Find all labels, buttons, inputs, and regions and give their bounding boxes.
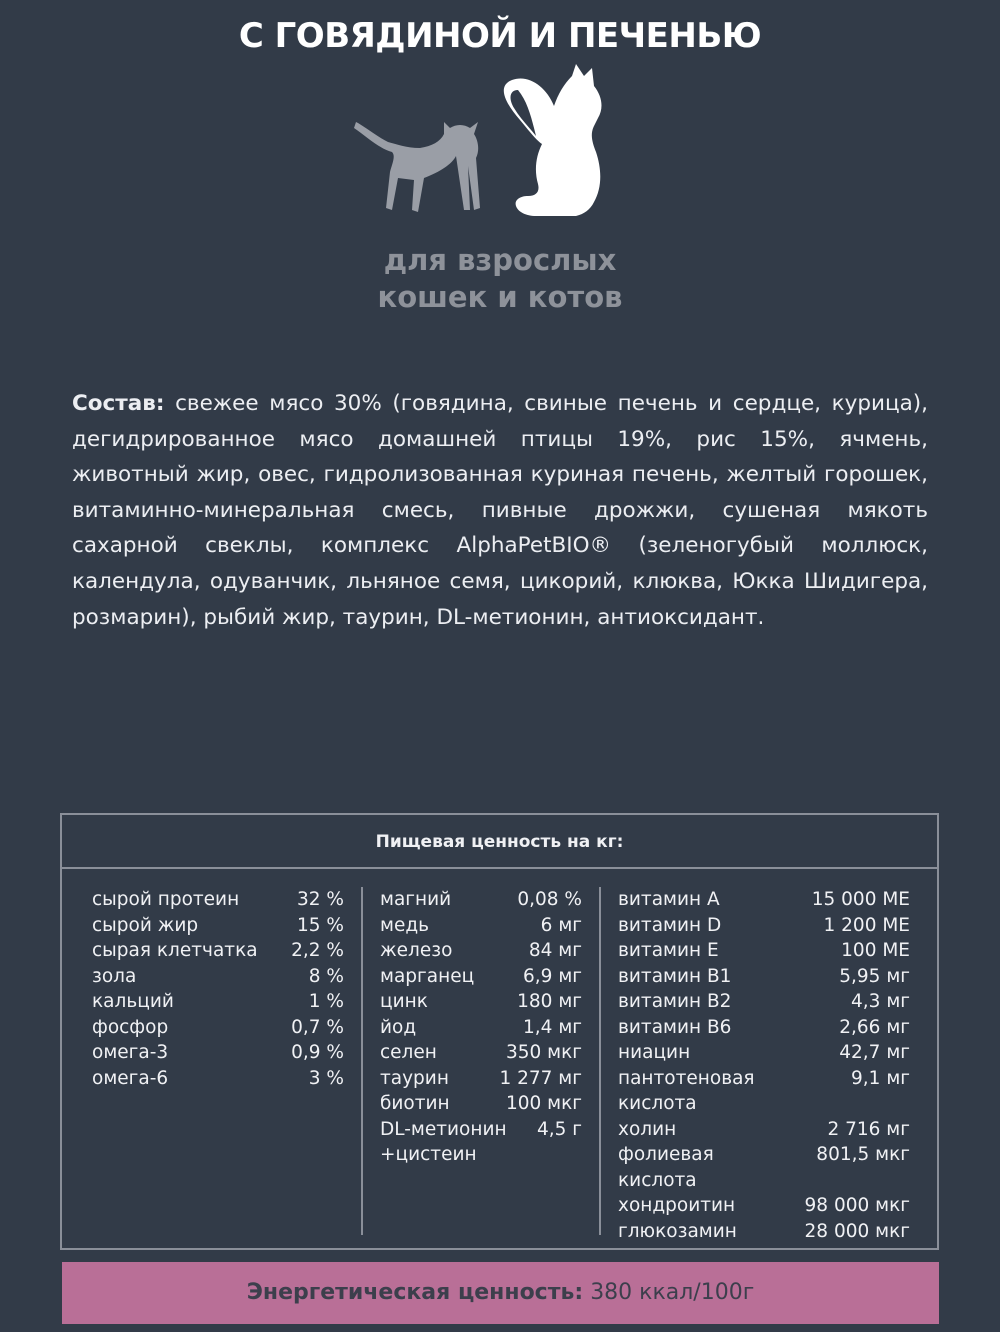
nutrient-name: биотин — [380, 1093, 450, 1114]
nutrient-name: йод — [380, 1016, 417, 1038]
energy-bar — [62, 1262, 939, 1324]
nutrient-value: 6,9 мг — [523, 965, 582, 987]
subtitle-line-1: для взрослых — [383, 243, 617, 277]
nutrient-row — [380, 1091, 582, 1117]
nutrient-row — [618, 1142, 910, 1193]
nutrient-row — [92, 938, 344, 964]
nutrient-row — [92, 1066, 344, 1092]
nutrition-column-1 — [92, 887, 344, 1091]
nutrition-table — [60, 813, 939, 1250]
nutrient-value: 0,9 % — [291, 1042, 344, 1063]
nutrition-title: Пищевая ценность на кг: — [62, 815, 937, 869]
nutrient-name: витамин E — [618, 940, 719, 961]
nutrient-value: 84 мг — [528, 940, 582, 961]
nutrient-row — [380, 938, 582, 964]
nutrient-value: 6 мг — [540, 914, 582, 936]
nutrient-row — [380, 1117, 582, 1168]
nutrient-name: фолиевая кислота — [618, 1144, 714, 1191]
nutrient-name: сырой протеин — [92, 889, 240, 910]
nutrient-name: медь — [380, 914, 430, 936]
nutrient-name: пантотеновая кислота — [618, 1067, 755, 1114]
nutrient-name: витамин B6 — [618, 1016, 732, 1038]
nutrient-value: 0,08 % — [517, 889, 582, 910]
composition-label: Состав: — [72, 391, 165, 416]
nutrient-row — [618, 1066, 910, 1117]
nutrient-value: 8 % — [308, 965, 344, 987]
nutrient-name: сырая клетчатка — [92, 940, 258, 961]
nutrient-row — [92, 1040, 344, 1066]
nutrient-row — [618, 1117, 910, 1143]
nutrient-value: 4,5 г — [536, 1118, 582, 1140]
nutrient-name: DL-метионин +цистеин — [380, 1118, 507, 1165]
nutrient-value: 0,7 % — [291, 1016, 344, 1038]
nutrient-name: омега-3 — [92, 1042, 169, 1063]
nutrient-row — [618, 989, 910, 1015]
nutrient-name: витамин B1 — [618, 965, 732, 987]
target-audience — [0, 242, 1000, 316]
nutrient-value: 15 % — [297, 914, 344, 936]
nutrient-row — [380, 989, 582, 1015]
nutrient-row — [618, 913, 910, 939]
nutrient-name: омега-6 — [92, 1067, 169, 1089]
nutrient-name: глюкозамин — [618, 1220, 737, 1242]
nutrient-row — [618, 964, 910, 990]
nutrient-row — [618, 887, 910, 913]
energy-label: Энергетическая ценность: — [246, 1280, 584, 1305]
cats-illustration — [340, 60, 660, 230]
nutrient-name: хондроитин — [618, 1195, 736, 1216]
nutrient-value: 32 % — [297, 889, 344, 910]
nutrient-value: 2,66 мг — [839, 1016, 910, 1038]
nutrient-value: 5,95 мг — [839, 965, 910, 987]
nutrient-row — [618, 1193, 910, 1219]
nutrient-value: 4,3 мг — [851, 991, 910, 1012]
nutrient-value: 1 % — [308, 991, 344, 1012]
nutrient-name: фосфор — [92, 1016, 169, 1038]
nutrient-name: кальций — [92, 991, 174, 1012]
nutrient-value: 42,7 мг — [839, 1042, 910, 1063]
nutrient-row — [380, 887, 582, 913]
nutrient-row — [92, 964, 344, 990]
nutrient-value: 98 000 мкг — [804, 1195, 910, 1216]
nutrient-name: витамин B2 — [618, 991, 732, 1012]
nutrient-name: сырой жир — [92, 914, 199, 936]
nutrient-value: 3 % — [308, 1067, 344, 1089]
nutrient-value: 15 000 МЕ — [811, 889, 910, 910]
nutrient-value: 28 000 мкг — [804, 1220, 910, 1242]
nutrient-name: магний — [380, 889, 452, 910]
nutrient-value: 9,1 мг — [851, 1067, 910, 1089]
nutrient-name: железо — [380, 940, 453, 961]
nutrition-column-2 — [380, 887, 582, 1168]
subtitle-line-2: кошек и котов — [377, 280, 623, 314]
nutrient-name: цинк — [380, 991, 428, 1012]
nutrient-name: селен — [380, 1042, 437, 1063]
product-title: С ГОВЯДИНОЙ И ПЕЧЕНЬЮ — [238, 16, 762, 56]
nutrient-row — [92, 913, 344, 939]
nutrient-row — [618, 938, 910, 964]
nutrient-value: 100 мкг — [505, 1093, 582, 1114]
nutrient-name: ниацин — [618, 1042, 691, 1063]
nutrient-name: холин — [618, 1118, 677, 1140]
nutrient-row — [380, 1040, 582, 1066]
nutrient-value: 1,4 мг — [523, 1016, 582, 1038]
nutrient-name: марганец — [380, 965, 475, 987]
nutrient-value: 100 МЕ — [841, 940, 910, 961]
nutrient-row — [380, 964, 582, 990]
energy-value: 380 ккал/100г — [590, 1280, 755, 1305]
nutrient-row — [92, 1015, 344, 1041]
nutrient-row — [92, 887, 344, 913]
nutrient-row — [618, 1219, 910, 1245]
nutrient-row — [380, 913, 582, 939]
column-divider — [599, 887, 601, 1235]
nutrient-value: 350 мкг — [505, 1042, 582, 1063]
nutrient-value: 180 мг — [517, 991, 582, 1012]
nutrient-row — [618, 1015, 910, 1041]
nutrient-name: витамин D — [618, 914, 722, 936]
nutrient-name: зола — [92, 965, 137, 987]
nutrient-row — [380, 1066, 582, 1092]
nutrient-value: 2 716 мг — [827, 1118, 910, 1140]
big-cat-icon — [504, 64, 602, 216]
nutrient-value: 1 277 мг — [499, 1067, 582, 1089]
nutrient-row — [92, 989, 344, 1015]
nutrient-row — [618, 1040, 910, 1066]
nutrient-name: витамин A — [618, 889, 720, 910]
composition-paragraph — [72, 386, 928, 635]
column-divider — [361, 887, 363, 1235]
nutrient-row — [380, 1015, 582, 1041]
small-cat-icon — [354, 122, 480, 212]
nutrition-column-3 — [618, 887, 910, 1244]
nutrient-value: 801,5 мкг — [816, 1144, 910, 1165]
nutrient-value: 1 200 МЕ — [823, 914, 910, 936]
nutrient-value: 2,2 % — [291, 940, 344, 961]
nutrient-name: таурин — [380, 1067, 449, 1089]
composition-text: свежее мясо 30% (говядина, свиные печень и сердце, курица), дегидрированное мясо домашней птицы 19%, рис 15%, ячмень, животный жир, овес, гидролизованная куриная печень, желтый горошек, витаминно-минеральная смесь, пивные дрожжи, сушеная мякоть сахарной свеклы, комплекс AlphaPetBIO® (зеленогубый моллюск, календула, одуванчик, льняное семя, цикорий, клюква, Юкка Шидигера, розмарин), рыбий жир, таурин, DL-метионин, антиоксидант. — [72, 391, 928, 630]
